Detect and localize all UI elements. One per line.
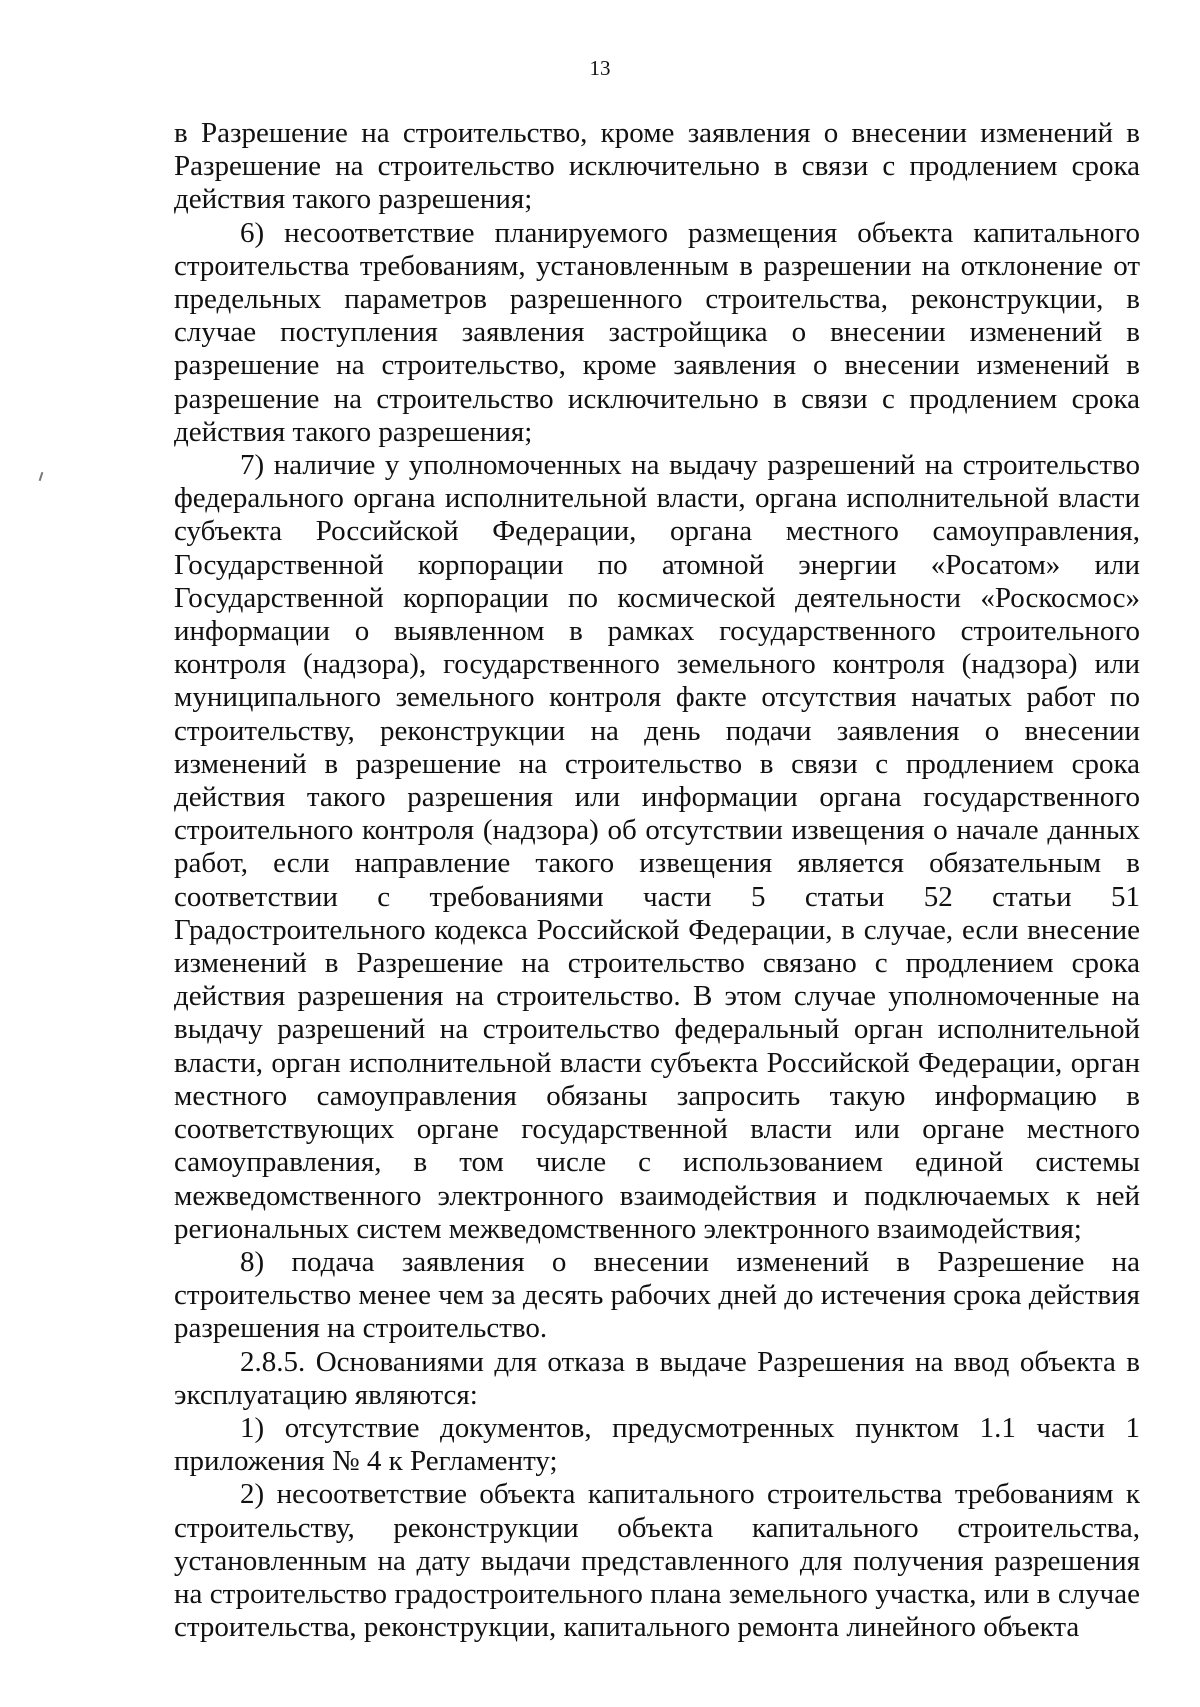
scan-artifact-mark (39, 472, 44, 481)
paragraph-item-8: 8) подача заявления о внесении изменений в Разрешение на строительство менее чем за десять рабочих дней до истечения срока действия разрешения на строительство. (174, 1245, 1140, 1345)
paragraph-item-1: 1) отсутствие документов, предусмотренных пунктом 1.1 части 1 приложения № 4 к Регламенту; (174, 1411, 1140, 1478)
paragraph-item-2: 2) несоответствие объекта капитального строительства требованиям к строительству, реконструкции объекта капитального строительства, установленным на дату выдачи представленного для получения разрешения на строительство градостроительного плана земельного участка, или в случае строительства, реконструкции, капитального ремонта линейного объекта (174, 1478, 1140, 1644)
page-number: 13 (589, 56, 611, 80)
document-body (174, 117, 1140, 1644)
paragraph-continuation: в Разрешение на строительство, кроме заявления о внесении изменений в Разрешение на строительство исключительно в связи с продлением срока действия такого разрешения; (174, 117, 1140, 216)
paragraph-item-7: 7) наличие у уполномоченных на выдачу разрешений на строительство федерального органа исполнительной власти, органа исполнительной власти субъекта Российской Федерации, органа местного самоуправления, Государственной корпорации по атомной энергии «Росатом» или Государственной корпорации по космической деятельности «Роскосмос» информации о выявленном в рамках государственного строительного контроля (надзора), государственного земельного контроля (надзора) или муниципального земельного контроля факте отсутствия начатых работ по строительству, реконструкции на день подачи заявления о внесении изменений в разрешение на строительство в связи с продлением срока действия такого разрешения или информации органа государственного строительного контроля (надзора) об отсутствии извещения о начале данных работ, если направление такого извещения является обязательным в соответствии с требованиями части 5 статьи 52 статьи 51 Градостроительного кодекса Российской Федерации, в случае, если внесение изменений в Разрешение на строительство связано с продлением срока действия разрешения на строительство. В этом случае уполномоченные на выдачу разрешений на строительство федеральный орган исполнительной власти, орган исполнительной власти субъекта Российской Федерации, орган местного самоуправления обязаны запросить такую информацию в соответствующих органе государственной власти или органе местного самоуправления, в том числе с использованием единой системы межведомственного электронного взаимодействия и подключаемых к ней региональных систем межведомственного электронного взаимодействия; (174, 449, 1140, 1245)
paragraph-item-6: 6) несоответствие планируемого размещения объекта капитального строительства требованиям, установленным в разрешении на отклонение от предельных параметров разрешенного строительства, реконструкции, в случае поступления заявления застройщика о внесении изменений в разрешение на строительство, кроме заявления о внесении изменений в разрешение на строительство исключительно в связи с продлением срока действия такого разрешения; (174, 216, 1140, 448)
paragraph-section-2-8-5: 2.8.5. Основаниями для отказа в выдаче Разрешения на ввод объекта в эксплуатацию являются: (174, 1345, 1140, 1411)
